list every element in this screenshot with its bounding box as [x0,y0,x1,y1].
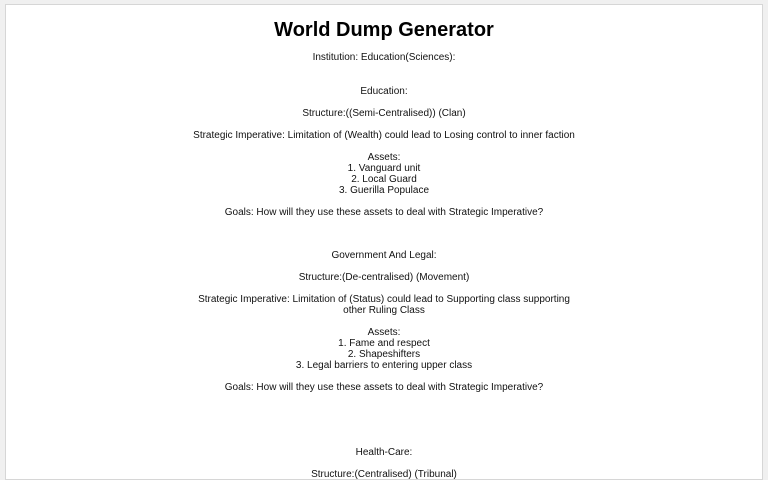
assets-list [6,338,762,371]
structure-line: Structure:((Semi-Centralised)) (Clan) [302,108,466,119]
asset-item: 1. Vanguard unit [347,163,421,174]
strategic-imperative: Strategic Imperative: Limitation of (Wealth) could lead to Losing control to inner faction [193,130,575,141]
section-education [6,86,762,218]
section-heading: Government And Legal: [331,250,437,261]
section-health-care [6,447,762,480]
section-heading: Health-Care: [355,447,413,458]
asset-item: 3. Legal barriers to entering upper class [295,360,473,371]
assets-label: Assets: [367,152,401,163]
assets-label: Assets: [367,327,401,338]
asset-item: 1. Fame and respect [338,338,430,349]
page-title: World Dump Generator [274,19,494,41]
asset-item: 2. Shapeshifters [347,349,421,360]
structure-line: Structure:(De-centralised) (Movement) [298,272,470,283]
goals-line: Goals: How will they use these assets to deal with Strategic Imperative? [224,207,544,218]
document-page [5,4,763,480]
asset-item: 2. Local Guard [351,174,417,185]
structure-line: Structure:(Centralised) (Tribunal) [311,469,457,480]
goals-line: Goals: How will they use these assets to deal with Strategic Imperative? [224,382,544,393]
strategic-imperative: Strategic Imperative: Limitation of (Status) could lead to Supporting class supporting other Ruling Class [198,294,570,316]
assets-list [6,163,762,196]
institution-line: Institution: Education(Sciences): [312,52,456,63]
section-heading: Education: [360,86,408,97]
section-government-and-legal [6,250,762,393]
asset-item: 3. Guerilla Populace [338,185,430,196]
